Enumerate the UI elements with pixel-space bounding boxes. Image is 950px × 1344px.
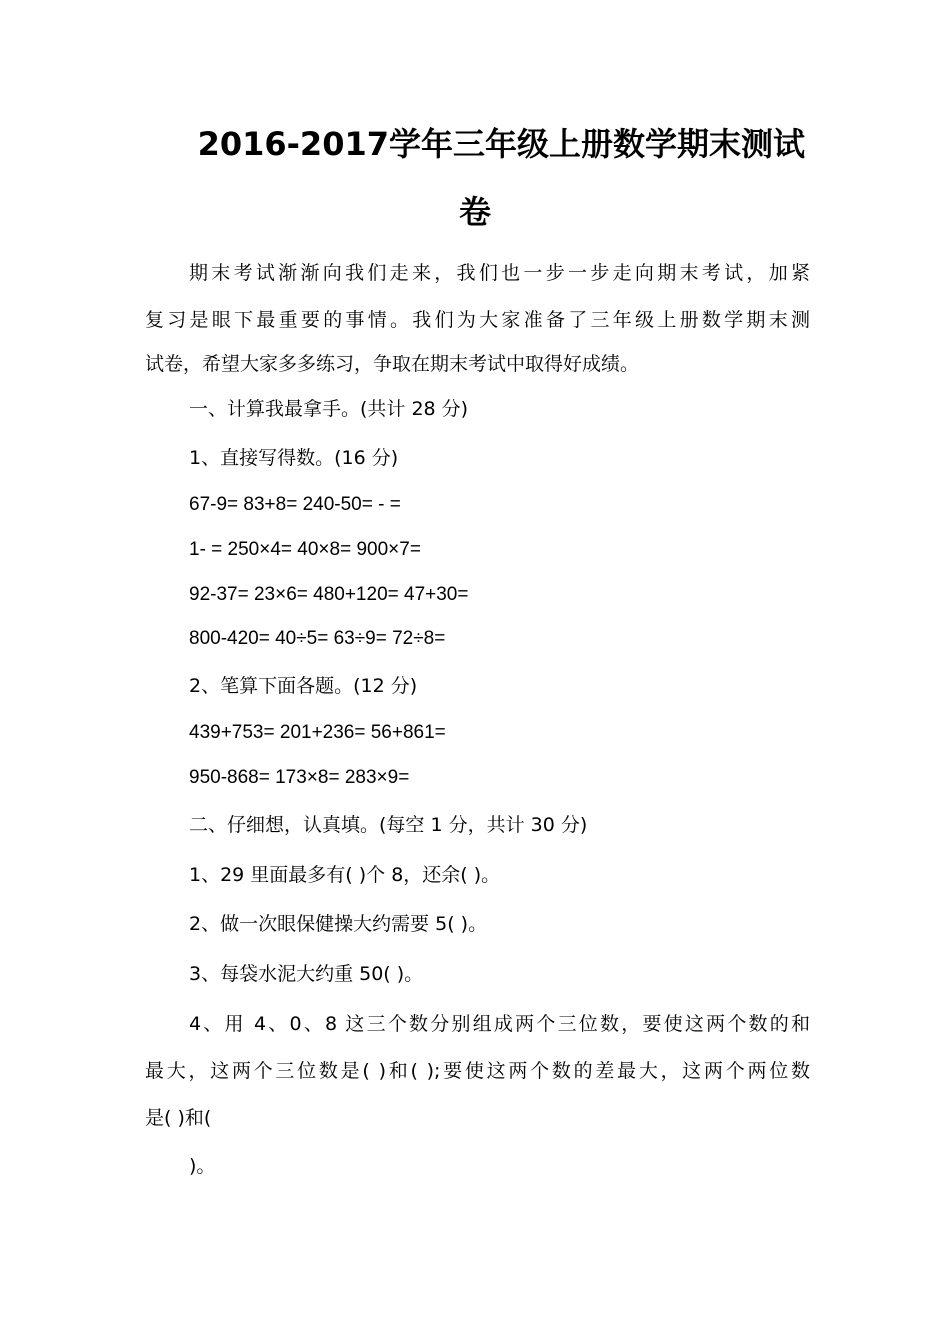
document-title-line-2: 卷 (458, 193, 491, 231)
fill-blank-question-4-line-2: 最大，这两个三位数是( )和( );要使这两个数的差最大，这两个两位数 (145, 1060, 810, 1082)
section-1-heading: 一、计算我最拿手。(共计 28 分) (189, 398, 469, 420)
intro-line-3: 试卷，希望大家多多练习，争取在期末考试中取得好成绩。 (145, 353, 640, 375)
section-1-part-2-heading: 2、笔算下面各题。(12 分) (189, 675, 418, 697)
document-title-line-1: 2016-2017学年三年级上册数学期末测试 (197, 125, 805, 163)
written-calc-row: 950-868= 173×8= 283×9= (189, 767, 410, 788)
mental-math-row: 67-9= 83+8= 240-50= - = (189, 494, 401, 515)
mental-math-row: 92-37= 23×6= 480+120= 47+30= (189, 584, 469, 605)
mental-math-row: 1- = 250×4= 40×8= 900×7= (189, 539, 421, 560)
fill-blank-question-3: 3、每袋水泥大约重 50( )。 (189, 963, 424, 985)
fill-blank-question-4-line-1: 4、用 4、0、8 这三个数分别组成两个三位数，要使这两个数的和 (189, 1013, 810, 1035)
intro-line-2: 复习是眼下最重要的事情。我们为大家准备了三年级上册数学期末测 (145, 309, 810, 331)
written-calc-row: 439+753= 201+236= 56+861= (189, 722, 446, 743)
section-2-heading: 二、仔细想，认真填。(每空 1 分，共计 30 分) (189, 814, 588, 836)
intro-line-1: 期末考试渐渐向我们走来，我们也一步一步走向期末考试，加紧 (189, 262, 810, 284)
mental-math-row: 800-420= 40÷5= 63÷9= 72÷8= (189, 628, 446, 649)
section-1-part-1-heading: 1、直接写得数。(16 分) (189, 447, 399, 469)
fill-blank-question-2: 2、做一次眼保健操大约需要 5( )。 (189, 913, 488, 935)
fill-blank-question-4-line-3: 是( )和( (145, 1107, 212, 1129)
fill-blank-question-1: 1、29 里面最多有( )个 8，还余( )。 (189, 864, 501, 886)
fill-blank-question-4-line-4: )。 (189, 1155, 216, 1177)
